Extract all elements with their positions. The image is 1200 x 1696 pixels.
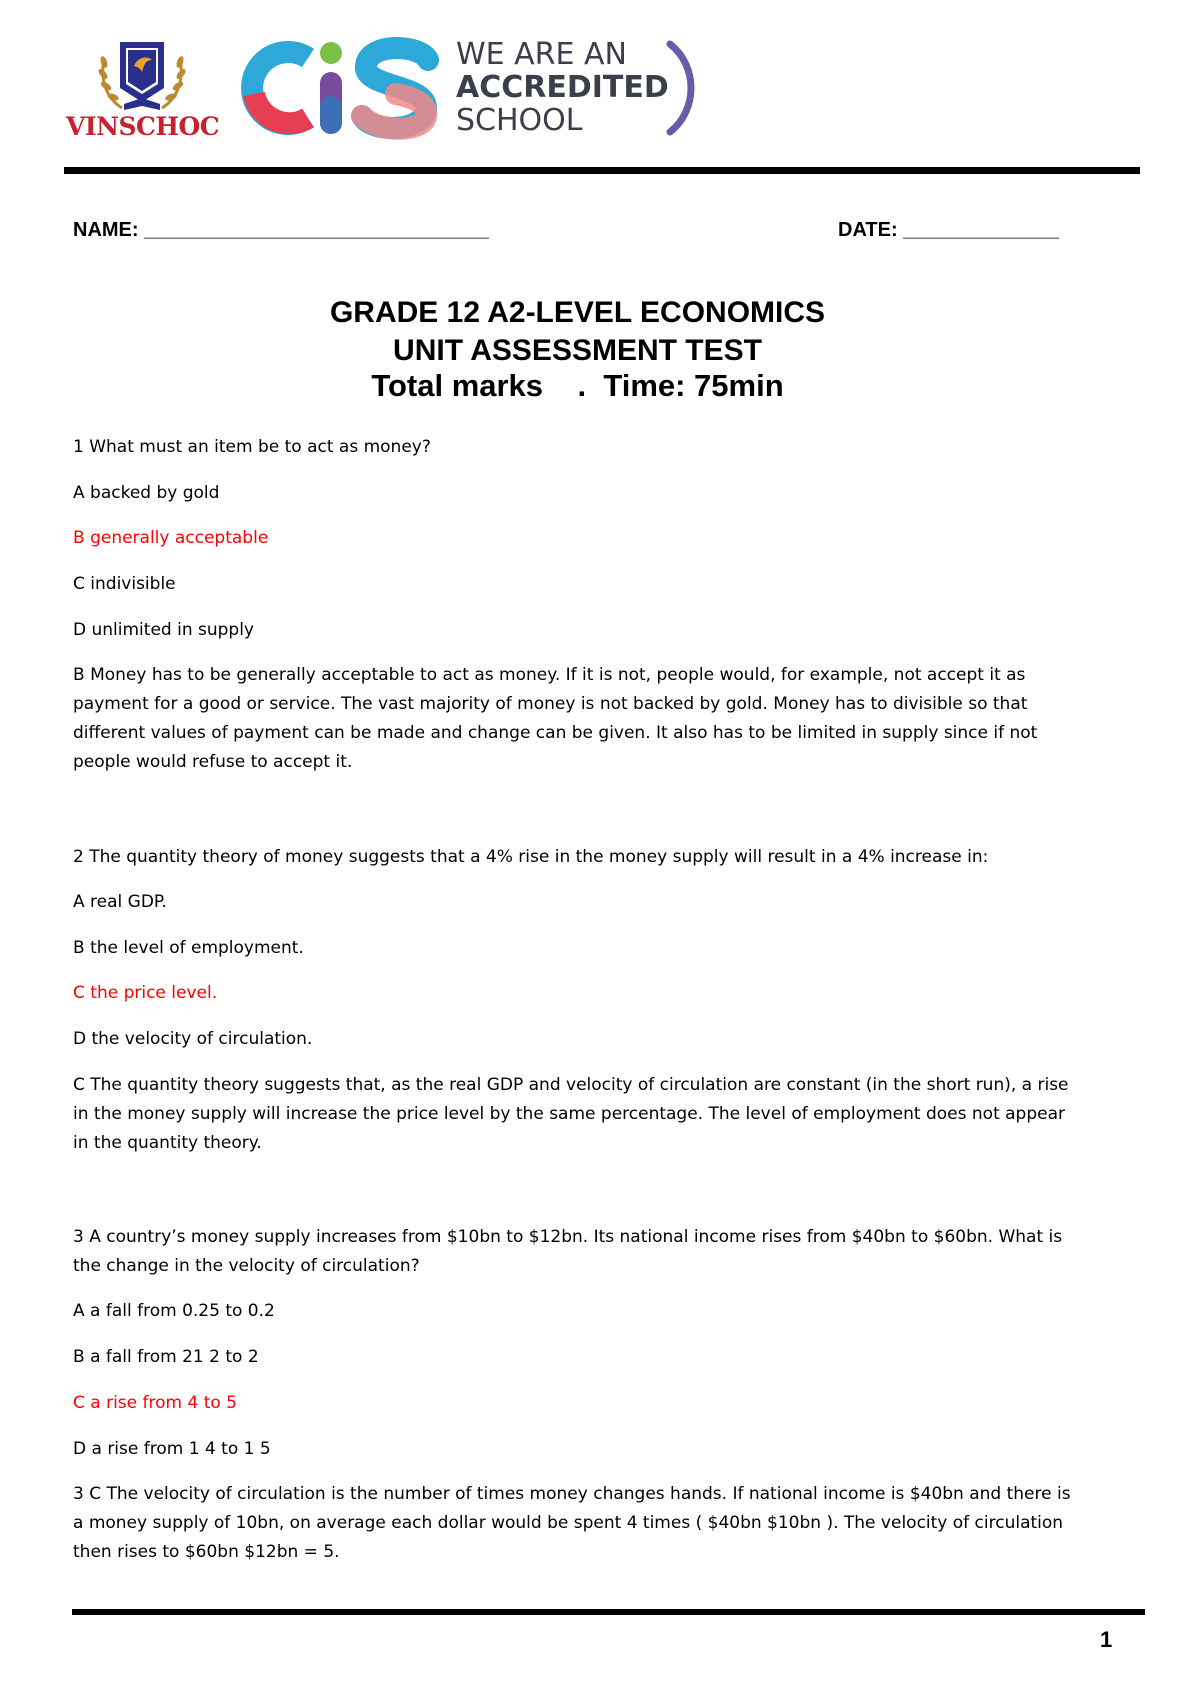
cis-tagline-line-1: WE ARE AN [456, 37, 627, 72]
question-3-option-a: A a fall from 0.25 to 0.2 [73, 1301, 275, 1321]
question-1-option-a: A backed by gold [73, 483, 220, 503]
question-3-option-c-correct: C a rise from 4 to 5 [73, 1393, 237, 1413]
laurel-book-emblem-icon [92, 36, 192, 116]
vinschool-wordmark: VINSCHOC [66, 112, 220, 141]
question-2-option-d: D the velocity of circulation. [73, 1029, 313, 1049]
question-3-explanation: 3 C The velocity of circulation is the number of times money changes hands. If national income is $40bn and there is a money supply of 10bn, on average each dollar would be spent 4 times ( $40bn $10bn ). The velocity of circulation then rises to $60bn $12bn = 5. [73, 1484, 1071, 1562]
question-1-option-b-correct: B generally acceptable [73, 528, 269, 548]
question-2-stem: 2 The quantity theory of money suggests that a 4% rise in the money supply will result in a 4% increase in: [73, 847, 989, 867]
cis-tagline-line-2: ACCREDITED [456, 70, 669, 105]
test-title-line-3: Total marks . Time: 75min [371, 368, 784, 403]
question-1-stem: 1 What must an item be to act as money? [73, 437, 431, 457]
test-title-line-1: GRADE 12 A2-LEVEL ECONOMICS [329, 296, 826, 329]
footer-divider [72, 1609, 1145, 1615]
vinschool-logo [66, 36, 218, 140]
date-field: DATE: ______________ [838, 219, 1059, 241]
question-2-option-a: A real GDP. [73, 892, 167, 912]
cis-tagline-line-3: SCHOOL [456, 103, 583, 138]
question-2-option-b: B the level of employment. [73, 938, 304, 958]
question-1-option-d: D unlimited in supply [73, 620, 254, 640]
question-2-explanation: C The quantity theory suggests that, as the real GDP and velocity of circulation are constant (in the short run), a rise in the money supply will increase the price level by the same percentage. The level of employment does not appear in the quantity theory. [73, 1075, 1069, 1153]
question-1-explanation: B Money has to be generally acceptable to act as money. If it is not, people would, for example, not accept it as payment for a good or service. The vast majority of money is not backed by gold. Money has to divisible so that different values of payment can be made and change can be given. It also has to be limited in supply since if not people would refuse to accept it. [73, 665, 1038, 772]
cis-tagline [456, 38, 686, 137]
question-1-option-c: C indivisible [73, 574, 176, 594]
question-3-option-b: B a fall from 21 2 to 2 [73, 1347, 259, 1367]
cis-logo [240, 36, 440, 140]
test-title-line-2: UNIT ASSESSMENT TEST [393, 334, 762, 367]
question-2-option-c-correct: C the price level. [73, 983, 218, 1003]
name-field: NAME: _______________________________ [73, 219, 489, 241]
closing-parenthesis-icon [664, 40, 704, 136]
page-header [0, 0, 1200, 170]
page-number: 1 [1100, 1627, 1113, 1652]
question-3-option-d: D a rise from 1 4 to 1 5 [73, 1439, 271, 1459]
header-divider [64, 167, 1140, 174]
cis-logo-mark-icon [240, 36, 440, 140]
question-3-stem: 3 A country’s money supply increases from $10bn to $12bn. Its national income rises from $40bn to $60bn. What is the change in the velocity of circulation? [73, 1227, 1063, 1276]
